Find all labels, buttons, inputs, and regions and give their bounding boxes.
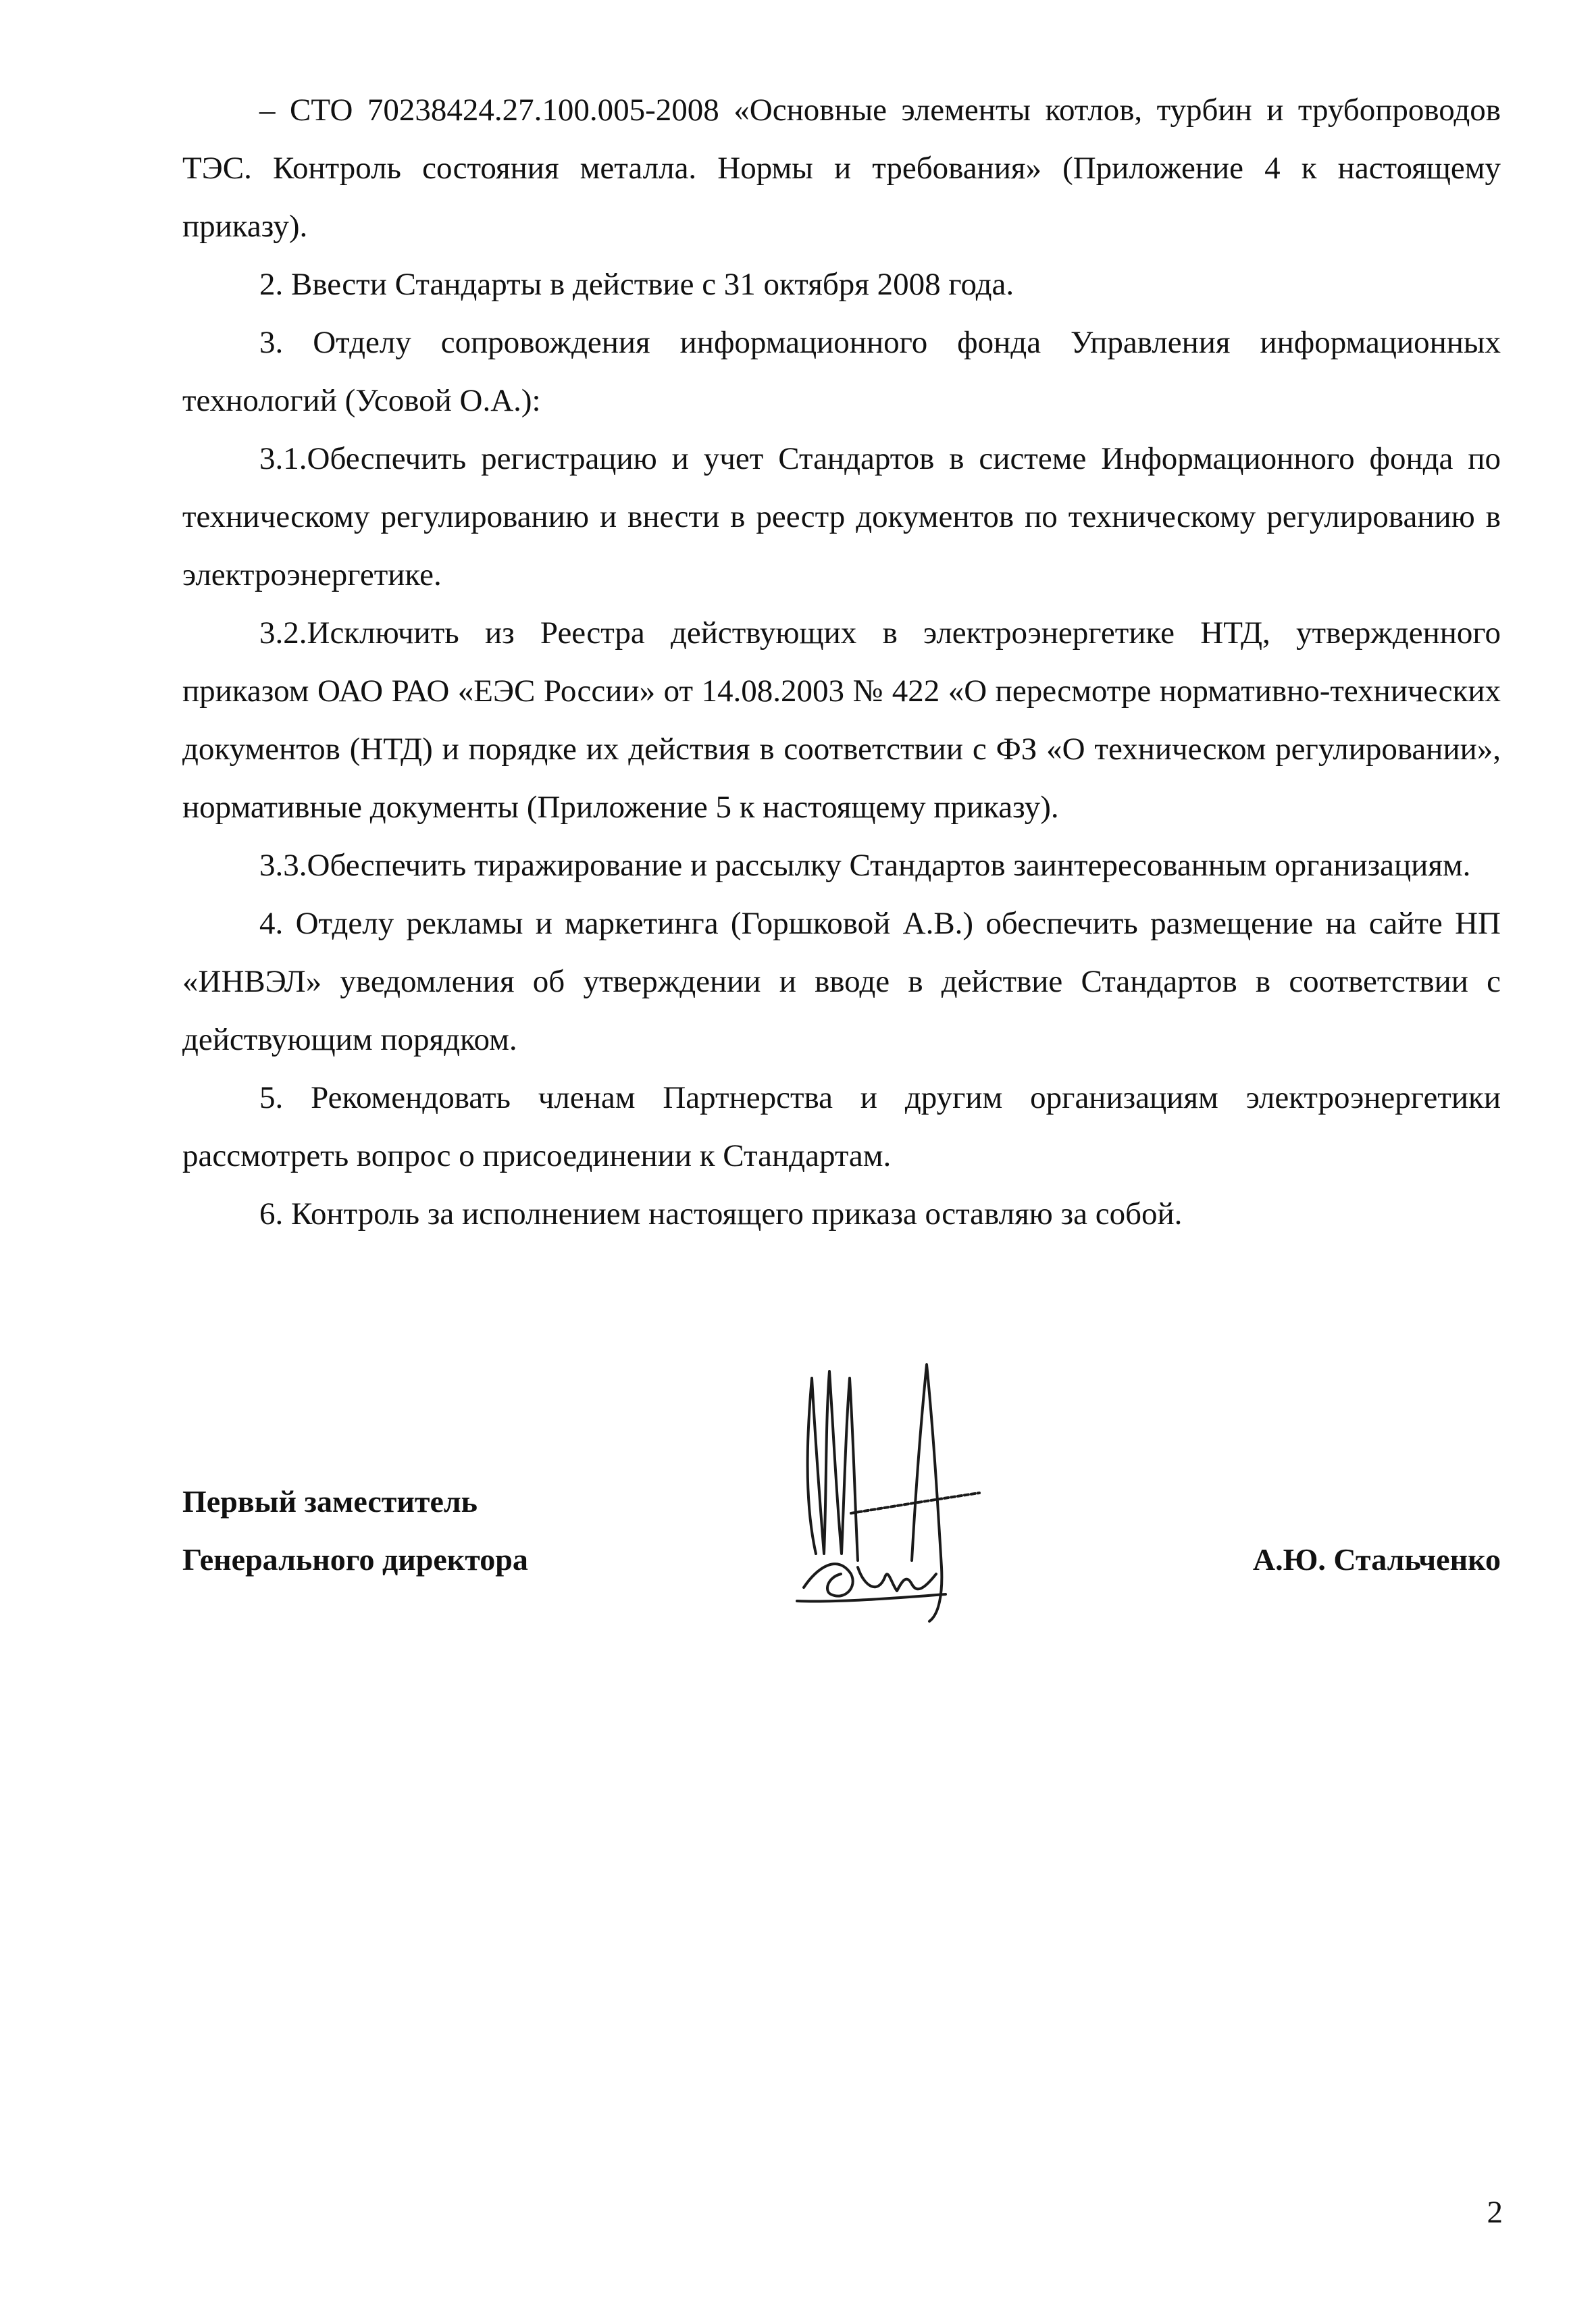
paragraph-3-3: 3.3.Обеспечить тиражирование и рассылку Стандартов заинтересованным организациям. <box>259 848 1471 883</box>
paragraph-6: 6. Контроль за исполнением настоящего приказа оставляю за собой. <box>259 1196 1183 1231</box>
page-number: 2 <box>1487 2195 1503 2230</box>
document-body <box>182 81 1501 1243</box>
paragraph-3-1: 3.1.Обеспечить регистрацию и учет Стандартов в системе Информационного фонда по техническому регулированию и внести в реестр документов по техническому регулированию в электроэнергетике. <box>182 441 1501 592</box>
paragraph-4: 4. Отделу рекламы и маркетинга (Горшковой А.В.) обеспечить размещение на сайте НП «ИНВЭЛ» уведомления об утверждении и вводе в действие Стандартов в соответствии с действующим порядком. <box>182 906 1501 1057</box>
signatory-name: А.Ю. Стальченко <box>1252 1542 1501 1577</box>
paragraph-cto-standard: – СТО 70238424.27.100.005-2008 «Основные элементы котлов, турбин и трубопроводов ТЭС. Контроль состояния металла. Нормы и требования» (Приложение 4 к настоящему приказу). <box>182 93 1501 244</box>
signatory-title-line1: Первый заместитель <box>182 1484 478 1519</box>
paragraph-3-2: 3.2.Исключить из Реестра действующих в электроэнергетике НТД, утвержденного приказом ОАО РАО «ЕЭС России» от 14.08.2003 № 422 «О пересмотре нормативно-технических документов (НТД) и порядке их действия в соответствии с ФЗ «О техническом регулировании», нормативные документы (Приложение 5 к настоящему приказу). <box>182 615 1501 825</box>
paragraph-3: 3. Отделу сопровождения информационного фонда Управления информационных технологий (Усовой О.А.): <box>182 325 1501 418</box>
signature-block <box>182 1473 1501 1648</box>
handwritten-signature <box>777 1351 1020 1635</box>
paragraph-5: 5. Рекомендовать членам Партнерства и другим организациям электроэнергетики рассмотреть вопрос о присоединении к Стандартам. <box>182 1080 1501 1173</box>
signatory-title-line2: Генерального директора <box>182 1542 528 1577</box>
paragraph-2: 2. Ввести Стандарты в действие с 31 октября 2008 года. <box>259 267 1014 302</box>
